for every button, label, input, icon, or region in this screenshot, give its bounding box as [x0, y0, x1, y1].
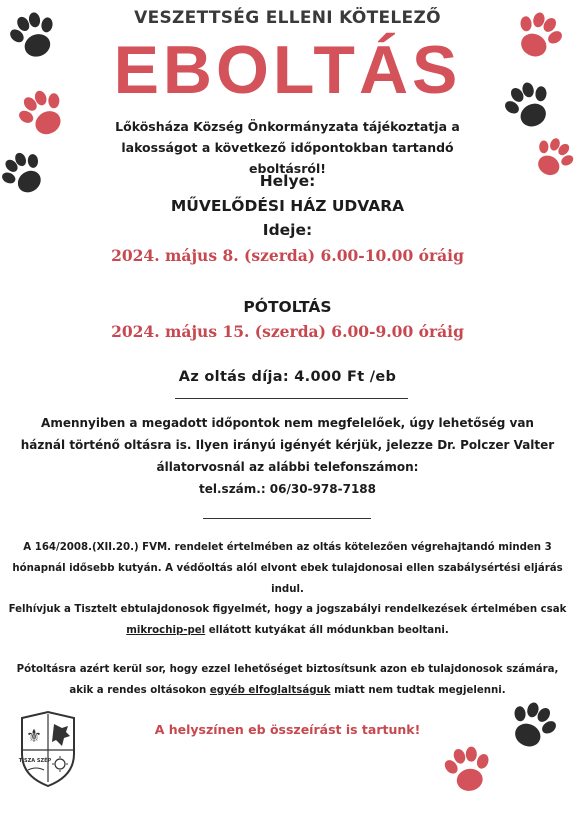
makeup-text-before: Pótoltásra azért kerül sor, hogy ezzel lehetőséget biztosítsunk azon eb tulajdonosok számára, akik a rendes oltásokon	[16, 664, 559, 696]
microchip-notice	[8, 599, 567, 641]
makeup-reason-notice	[8, 659, 567, 701]
divider	[175, 398, 408, 399]
date-value: 2024. május 8. (szerda) 6.00-10.00 óráig	[111, 246, 464, 265]
paw-icon	[442, 742, 494, 798]
microchip-text-after: ellátott kutyákat áll módunkban beoltani.	[208, 625, 449, 636]
coat-of-arms-icon	[18, 710, 78, 788]
date-label: Ideje:	[262, 221, 313, 239]
makeup-date: 2024. május 15. (szerda) 6.00-9.00 óráig	[111, 322, 464, 341]
crest-motto: TISZA SZÉP	[18, 758, 52, 764]
microchip-text-before: Felhívjuk a Tisztelt ebtulajdonosok figyelmét, hogy a jogszabályi rendelkezések értelmében csak	[8, 604, 567, 615]
regulation-notice: A 164/2008.(XII.20.) FVM. rendelet értelmében az oltás kötelezően végrehajtandó minden 3 hónapnál idősebb kutyán. A védőoltás alól elvont ebek tulajdonosai ellen szabálysértési eljárás indul.	[12, 542, 563, 595]
divider	[203, 518, 371, 519]
makeup-text-after: miatt nem tudtak megjelenni.	[334, 685, 506, 696]
makeup-label: PÓTOLTÁS	[243, 298, 332, 316]
poster-title: EBOLTÁS	[113, 32, 462, 108]
microchip-highlight: mikrochip-pel	[126, 625, 206, 636]
home-vaccination-text: Amennyiben a megadott időpontok nem megfelelőek, úgy lehetőség van háznál történő oltásra is. Ilyen irányú igényét kérjük, jelezze Dr. Polczer Valter állatorvosnál az alábbi telefonszámon:	[20, 416, 555, 474]
phone-number: tel.szám.: 06/30-978-7188	[199, 482, 376, 496]
place-value: MŰVELŐDÉSI HÁZ UDVARA	[170, 197, 405, 215]
vaccination-fee: Az oltás díja: 4.000 Ft /eb	[178, 369, 397, 385]
svg-text:⚜: ⚜	[25, 726, 43, 747]
home-vaccination-notice	[20, 412, 555, 500]
closing-note: A helyszínen eb összeírást is tartunk!	[154, 722, 421, 737]
place-label: Helye:	[259, 172, 316, 190]
poster-subtitle: VESZETTSÉG ELLENI KÖTELEZŐ	[134, 8, 441, 28]
makeup-highlight: egyéb elfoglaltságuk	[209, 685, 331, 696]
intro-text: Lőkösháza Község Önkormányzata tájékoztatja a lakosságot a következő időpontokban tartandó eboltásról!	[115, 119, 460, 176]
